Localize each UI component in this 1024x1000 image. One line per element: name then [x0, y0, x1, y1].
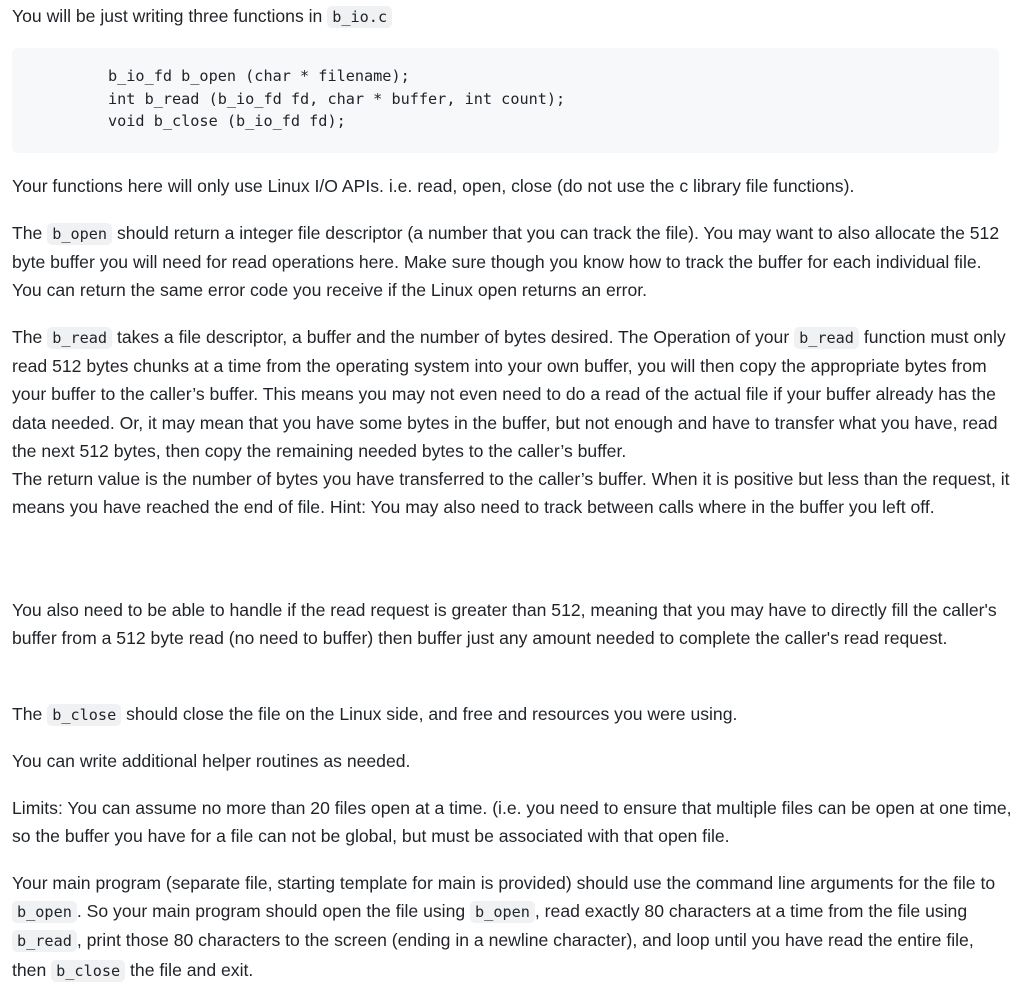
text-span: . So your main program should open the file using [76, 901, 471, 922]
text-span: The [12, 704, 48, 724]
text-span: function must only read 512 bytes chunks at a time from the operating system into your own buffer, you will then copy the appropriate bytes from your buffer to the caller’s buffer. This means you may not even need to do a read of the actual file if your buffer already has the data needed. Or, it may mean that you have some bytes in the buffer, but not enough and have to transfer what you have, read the next 512 bytes, then copy the remaining needed bytes to the caller’s buffer. [12, 327, 1006, 461]
inline-code-b-close: b_close [51, 960, 125, 982]
inline-code-filename: b_io.c [327, 6, 392, 28]
code-line-b-close: void b_close (b_io_fd fd); [108, 112, 346, 130]
paragraph-main-program [12, 869, 1012, 985]
paragraph-b-open [12, 219, 1012, 305]
text-span: , read exactly 80 characters at a time from the file using [534, 901, 968, 922]
paragraph-b-read [12, 323, 1012, 521]
inline-code-b-open: b_open [12, 901, 77, 923]
code-block [12, 48, 999, 153]
inline-code-b-read: b_read [47, 327, 112, 349]
text-span: , print those 80 characters to the screen (ending in a newline character), and loop until you have read the entire file, then [12, 930, 974, 980]
paragraph-limits: Limits: You can assume no more than 20 files open at a time. (i.e. you need to ensure that multiple files can be open at one time, so the buffer you have for a file can not be global, but must be associated with that open file. [12, 798, 1012, 847]
inline-code-b-close: b_close [47, 704, 121, 726]
paragraph-b-close [12, 700, 1012, 729]
text-span: takes a file descriptor, a buffer and the number of bytes desired. The Operation of your [112, 327, 795, 347]
code-line-b-read: int b_read (b_io_fd fd, char * buffer, int count); [108, 89, 566, 108]
inline-code-b-open: b_open [47, 223, 112, 245]
paragraph-linux-apis: Your functions here will only use Linux I/O APIs. i.e. read, open, close (do not use the c library file functions). [12, 176, 855, 196]
text-span: should return a integer file descriptor (a number that you can track the file). You may want to also allocate the 512 byte buffer you will need for read operations here. Make sure though you know how to track the buffer for each individual file. You can return the same error code you receive if the Linux open returns an error. [12, 223, 1000, 301]
intro-paragraph [12, 2, 1012, 31]
intro-text: You will be just writing three functions in [12, 6, 328, 26]
text-span: should close the file on the Linux side, and free and resources you were using. [121, 704, 738, 724]
inline-code-b-read: b_read [12, 930, 77, 952]
text-span: The [12, 327, 48, 347]
inline-code-b-read: b_read [794, 327, 859, 349]
code-line-b-open: b_io_fd b_open (char * filename); [108, 67, 410, 85]
paragraph-helpers: You can write additional helper routines as needed. [12, 751, 411, 771]
text-span: The [12, 223, 48, 243]
text-span: The return value is the number of bytes you have transferred to the caller’s buffer. When it is positive but less than the request, it means you have reached the end of file. Hint: You may also need to track between calls where in the buffer you left off. [12, 469, 1010, 518]
paragraph-large-read: You also need to be able to handle if the read request is greater than 512, meaning that you may have to directly fill the caller's buffer from a 512 byte read (no need to buffer) then buffer just any amount needed to complete the caller's read request. [12, 600, 997, 649]
text-span: Your main program (separate file, starting template for main is provided) should use the command line arguments for the file to [12, 873, 996, 893]
text-span: the file and exit. [125, 959, 254, 980]
inline-code-b-open: b_open [470, 901, 535, 923]
